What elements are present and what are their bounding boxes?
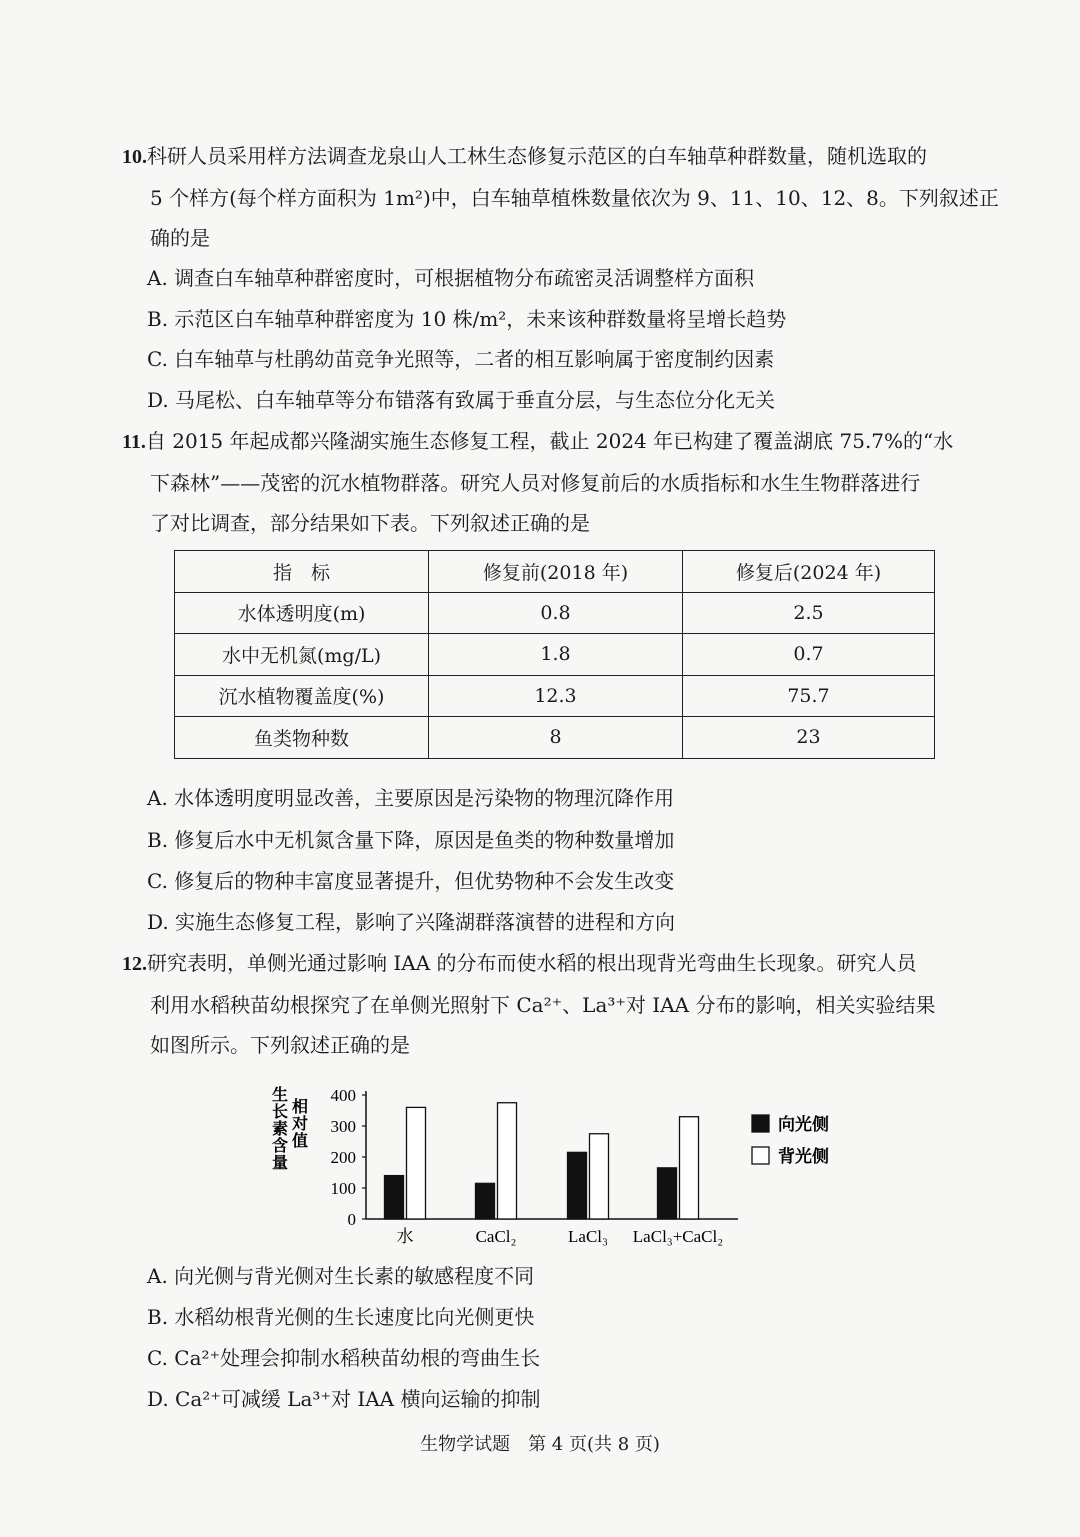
data-table: [174, 550, 935, 759]
y-tick-label: 0: [347, 1210, 356, 1229]
table-cell: 8: [429, 717, 683, 759]
page-footer: 生物学试题 第 4 页(共 8 页): [420, 1434, 660, 1455]
bar-shade-side: [680, 1117, 699, 1219]
table-row: [175, 592, 935, 634]
table-cell: 12.3: [429, 675, 683, 717]
table-header-row: [175, 551, 935, 593]
option-c: C. 白车轴草与杜鹃幼苗竞争光照等，二者的相互影响属于密度制约因素: [147, 347, 775, 371]
chart-legend: [752, 1114, 829, 1167]
legend-swatch: [752, 1115, 769, 1132]
question-11: [122, 421, 964, 544]
option-b: B. 示范区白车轴草种群密度为 10 株/m²，未来该种群数量将呈增长趋势: [147, 307, 787, 331]
table-cell: 沉水植物覆盖度(%): [175, 675, 429, 717]
bar-chart: [258, 1080, 858, 1260]
table-header-cell: 修复后(2024 年): [683, 551, 935, 593]
y-tick-label: 400: [330, 1086, 356, 1105]
bar-light-side: [568, 1152, 587, 1219]
option-b: B. 修复后水中无机氮含量下降，原因是鱼类的物种数量增加: [147, 828, 675, 852]
y-tick-label: 300: [330, 1117, 356, 1136]
table-row: [175, 675, 935, 717]
table-cell: 75.7: [683, 675, 935, 717]
question-number: 12.: [122, 953, 147, 975]
x-tick-label: CaCl₂: [475, 1227, 517, 1246]
legend-label: 背光侧: [778, 1147, 829, 1167]
table-cell: 0.8: [429, 592, 683, 634]
option-a: A. 水体透明度明显改善，主要原因是污染物的物理沉降作用: [147, 786, 675, 810]
table-cell: 0.7: [683, 634, 935, 676]
table-cell: 水中无机氮(mg/L): [175, 634, 429, 676]
question-number: 11.: [122, 431, 146, 453]
question-10: [122, 136, 999, 259]
bar-light-side: [658, 1168, 677, 1219]
bar-light-side: [385, 1176, 404, 1219]
question-12: [122, 943, 964, 1066]
question-text-line: 确的是: [150, 226, 210, 250]
option-a: A. 调查白车轴草种群密度时，可根据植物分布疏密灵活调整样方面积: [147, 266, 755, 290]
question-text-line: 下森林”——茂密的沉水植物群落。研究人员对修复前后的水质指标和水生生物群落进行: [150, 470, 921, 495]
x-tick-label: LaCl₃: [568, 1227, 608, 1246]
y-tick-label: 200: [330, 1148, 356, 1167]
table-row: [175, 717, 935, 759]
question-text-line: 了对比调查，部分结果如下表。下列叙述正确的是: [150, 511, 590, 535]
y-tick-label: 100: [330, 1179, 356, 1198]
option-b: B. 水稻幼根背光侧的生长速度比向光侧更快: [147, 1305, 535, 1329]
table-header-cell: 修复前(2018 年): [429, 551, 683, 593]
question-text-line: 如图所示。下列叙述正确的是: [150, 1033, 410, 1057]
question-text-line: 研究表明，单侧光通过影响 IAA 的分布而使水稻的根出现背光弯曲生长现象。研究人员: [147, 951, 917, 975]
bar-shade-side: [498, 1103, 517, 1219]
bars: [385, 1103, 699, 1219]
question-text-line: 自 2015 年起成都兴隆湖实施生态修复工程，截止 2024 年已构建了覆盖湖底 75.7%的“水: [145, 429, 954, 453]
option-c: C. 修复后的物种丰富度显著提升，但优势物种不会发生改变: [147, 869, 675, 893]
table-row: [175, 634, 935, 676]
table-cell: 2.5: [683, 592, 935, 634]
x-tick-label: 水: [396, 1227, 414, 1246]
option-d: D. 马尾松、白车轴草等分布错落有致属于垂直分层，与生态位分化无关: [147, 388, 776, 412]
legend-label: 向光侧: [778, 1115, 829, 1135]
table-cell: 1.8: [429, 634, 683, 676]
option-a: A. 向光侧与背光侧对生长素的敏感程度不同: [147, 1264, 535, 1288]
table-cell: 23: [683, 717, 935, 759]
question-number: 10.: [122, 146, 147, 168]
question-text-line: 利用水稻秧苗幼根探究了在单侧光照射下 Ca²⁺、La³⁺对 IAA 分布的影响，相关实验结果: [150, 992, 936, 1017]
x-tick-labels: [397, 1227, 724, 1246]
table-cell: 水体透明度(m): [175, 592, 429, 634]
y-ticks: [331, 1086, 367, 1229]
bar-shade-side: [590, 1134, 609, 1219]
y-axis-label: [272, 1085, 308, 1172]
bar-light-side: [476, 1183, 495, 1219]
y-axis-label-text: 生长素含量相对值: [272, 1085, 309, 1172]
table-cell: 鱼类物种数: [175, 717, 429, 759]
question-text-line: 科研人员采用样方法调查龙泉山人工林生态修复示范区的白车轴草种群数量，随机选取的: [147, 144, 927, 168]
x-tick-label: LaCl₃+CaCl₂: [632, 1227, 724, 1246]
question-text-line: 5 个样方(每个样方面积为 1m²)中，白车轴草植株数量依次为 9、11、10、12、8。下列叙述正: [150, 185, 999, 210]
option-d: D. 实施生态修复工程，影响了兴隆湖群落演替的进程和方向: [147, 910, 676, 934]
legend-swatch: [752, 1147, 769, 1164]
option-d: D. Ca²⁺可减缓 La³⁺对 IAA 横向运输的抑制: [147, 1387, 541, 1411]
table-header-cell: 指 标: [175, 551, 429, 593]
bar-shade-side: [407, 1107, 426, 1219]
option-c: C. Ca²⁺处理会抑制水稻秧苗幼根的弯曲生长: [147, 1346, 541, 1370]
